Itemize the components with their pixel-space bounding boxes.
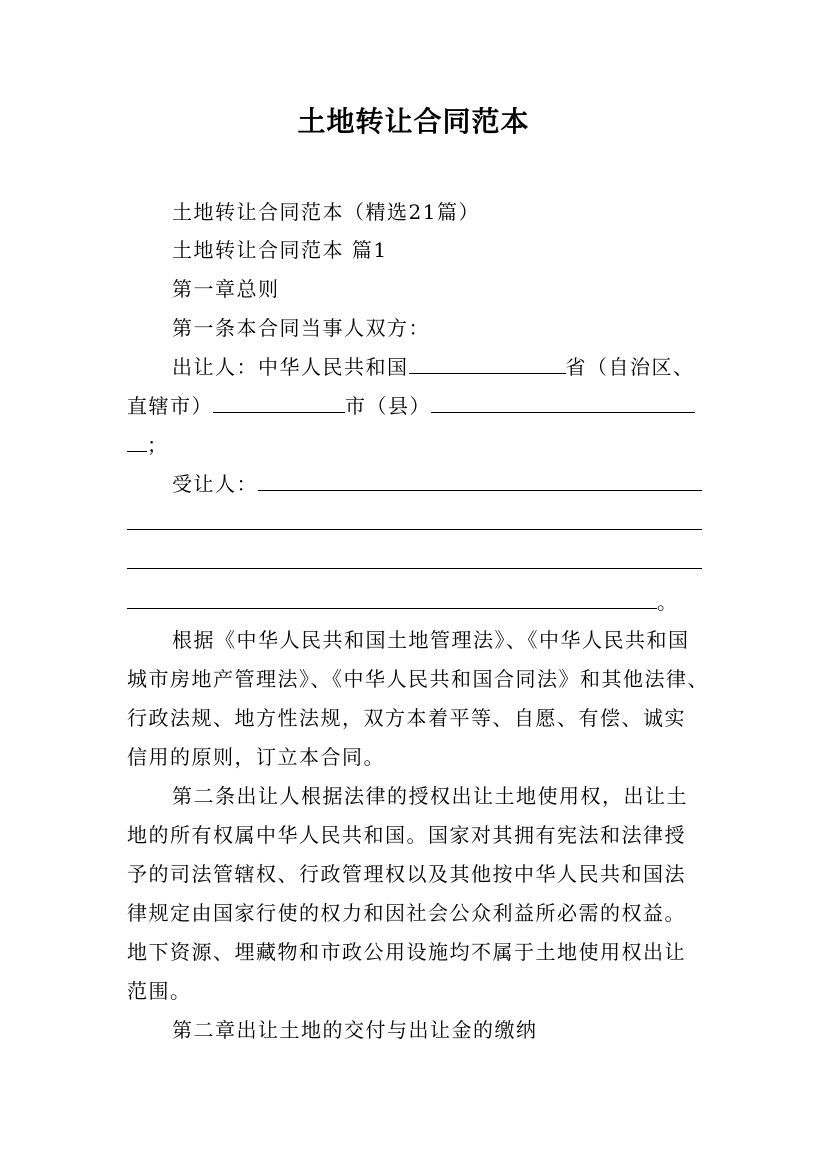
grantor-label: 出让人：中华人民共和国 — [172, 355, 409, 379]
grantee-end-line — [127, 590, 679, 614]
article-1-intro: 第一条本合同当事人双方： — [172, 316, 430, 340]
grantor-line — [172, 355, 695, 379]
grantor-county-blank[interactable] — [431, 394, 695, 413]
grantor-city-blank[interactable] — [213, 394, 345, 413]
basis-paragraph-line: 行政法规、地方性法规，双方本着平等、自愿、有偿、诚实 — [127, 706, 686, 730]
grantor-city-line — [127, 394, 695, 418]
document-title: 土地转让合同范本 — [297, 105, 530, 138]
grantee-label: 受让人： — [172, 472, 258, 496]
grantor-province-blank[interactable] — [409, 355, 566, 374]
basis-paragraph-line: 信用的原则，订立本合同。 — [127, 745, 385, 769]
grantor-province-label: 省（自治区、 — [565, 355, 695, 379]
grantee-line — [172, 472, 702, 496]
article-2-line: 范围。 — [127, 979, 192, 1003]
grantee-end: 。 — [657, 590, 679, 614]
chapter-heading-1: 第一章总则 — [172, 277, 280, 301]
article-2-line: 第二条出让人根据法律的授权出让土地使用权，出让土 — [172, 784, 688, 808]
grantor-city-prefix: 直辖市） — [127, 394, 213, 418]
grantee-blank-3[interactable] — [127, 568, 702, 569]
article-2-line: 予的司法管辖权、行政管理权以及其他按中华人民共和国法 — [127, 862, 686, 886]
basis-paragraph-line: 根据《中华人民共和国土地管理法》、《中华人民共和国 — [172, 628, 690, 652]
grantor-end: ； — [147, 433, 169, 457]
grantor-end-blank[interactable] — [127, 433, 147, 452]
article-2-line: 地的所有权属中华人民共和国。国家对其拥有宪法和法律授 — [127, 823, 686, 847]
grantor-end-line — [127, 433, 169, 457]
grantor-city-label: 市（县） — [345, 394, 431, 418]
grantee-blank-4[interactable] — [127, 590, 657, 609]
article-2-line: 律规定由国家行使的权力和因社会公众利益所必需的权益。 — [127, 901, 686, 925]
grantee-blank-2[interactable] — [127, 529, 702, 530]
basis-paragraph-line: 城市房地产管理法》、《中华人民共和国合同法》和其他法律、 — [127, 667, 709, 691]
chapter-heading-2: 第二章出让土地的交付与出让金的缴纳 — [172, 1018, 538, 1042]
grantee-blank-1[interactable] — [258, 472, 702, 491]
article-2-line: 地下资源、埋藏物和市政公用设施均不属于土地使用权出让 — [127, 940, 686, 964]
document-subtitle: 土地转让合同范本（精选21篇） — [172, 200, 480, 224]
section-heading: 土地转让合同范本 篇1 — [172, 238, 388, 262]
